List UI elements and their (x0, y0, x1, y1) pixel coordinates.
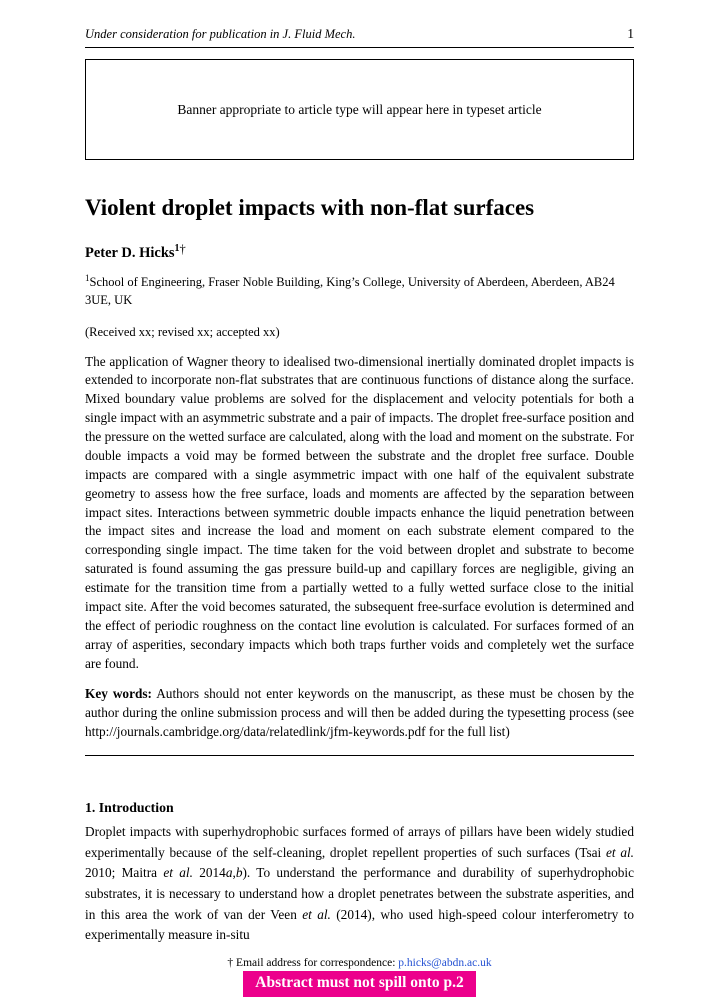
footnote-label: Email address for correspondence: (236, 956, 399, 969)
keywords-text: Authors should not enter keywords on the manuscript, as these must be chosen by the author during the online submission process and will then be added during the typesetting process (see http://journals.cambridge.org/data/relatedlink/jfm-keywords.pdf for the full list) (85, 686, 634, 740)
intro-text-segment: Droplet impacts with superhydrophobic surfaces formed of arrays of pillars have been widely studied experimentally because of the self-cleaning, droplet repellent properties of such surfaces (Tsai (85, 824, 634, 860)
author-line (85, 243, 634, 262)
warning-banner-container (85, 971, 634, 998)
page-number: 1 (627, 26, 634, 41)
et-al-italic: et al. (163, 865, 193, 881)
et-al-italic: et al. (605, 844, 634, 860)
abstract-separator-rule (85, 755, 634, 756)
abstract-paragraph: The application of Wagner theory to idealised two-dimensional inertially dominated droplet impacts is extended to incorporate non-flat substrates that are continuous functions of distance along the surface. Mixed boundary value problems are solved for the displacement and velocity potentials for both a single impact with an asymmetric substrate and a pair of impacts. The droplet free-surface position and the pressure on the wetted surface are calculated, along with the load and moment on the substrate. For double impacts a void may be formed between the substrate and the droplet free surface. Double impacts are compared with a single asymmetric impact with one half of the equivalent substrate geometry to assess how the free surface, loads and moments are affected by the separation between impact sites. Interactions between symmetric double impacts enhance the liquid penetration between the impact sites and increase the load and moment on each substrate element compared to the corresponding single impact. The time taken for the void between droplet and substrate to become saturated is found assuming the gas pressure build-up and capillary forces are negligible, giving an estimate for the transition time from a partially wetted to a fully wetted surface close to the initial impact site. After the void becomes saturated, the subsequent free-surface evolution is determined and the effect of periodic roughness on the contact line evolution is calculated. For surfaces formed of an array of asperities, secondary impacts which both traps further voids and completely wet the surface are found. (85, 353, 634, 671)
banner-box (85, 59, 634, 160)
section-heading-introduction: 1. Introduction (85, 800, 174, 816)
et-al-italic: et al. (302, 906, 331, 922)
header-rule (85, 47, 634, 48)
affiliation-line (85, 272, 634, 309)
citation-suffix-italic: a (225, 865, 233, 881)
running-title: Under consideration for publication in J. Fluid Mech. (85, 27, 356, 41)
intro-text-segment: 2010; Maitra (85, 865, 164, 881)
intro-text-segment: 2014 (192, 865, 226, 881)
author-affiliation-marker: 1 (174, 242, 180, 254)
banner-box-text: Banner appropriate to article type will appear here in typeset article (177, 101, 542, 117)
author-correspondence-dagger: † (179, 242, 186, 257)
keywords-label: Key words: (85, 686, 152, 702)
intro-paragraph (85, 822, 634, 946)
keywords-paragraph (85, 685, 634, 742)
running-head (85, 26, 634, 42)
intro-text-segment: (2014), who used high-speed colour interferometry to experimentally measure in-situ (85, 906, 634, 943)
article-title: Violent droplet impacts with non-flat surfaces (85, 195, 535, 220)
abstract-spill-warning: Abstract must not spill onto p.2 (243, 971, 475, 998)
correspondence-footnote (85, 957, 634, 969)
received-line: (Received xx; revised xx; accepted xx) (85, 324, 280, 339)
footnote-dagger: † (227, 956, 234, 969)
affiliation-marker: 1 (85, 273, 90, 284)
correspondence-email-link[interactable]: p.hicks@abdn.ac.uk (398, 956, 492, 969)
intro-text-segment: ). To understand the performance and durability of superhydrophobic substrates, it is necessary to understand how a droplet penetrates between the substrate asperities, and in this area the work of van der Veen (85, 865, 635, 922)
intro-text-segment: , (232, 865, 236, 881)
author-name: Peter D. Hicks (85, 244, 175, 261)
affiliation-text: School of Engineering, Fraser Noble Building, King’s College, University of Aberdeen, Aberdeen, AB24 3UE, UK (85, 275, 615, 308)
citation-suffix-italic: b (235, 865, 243, 881)
